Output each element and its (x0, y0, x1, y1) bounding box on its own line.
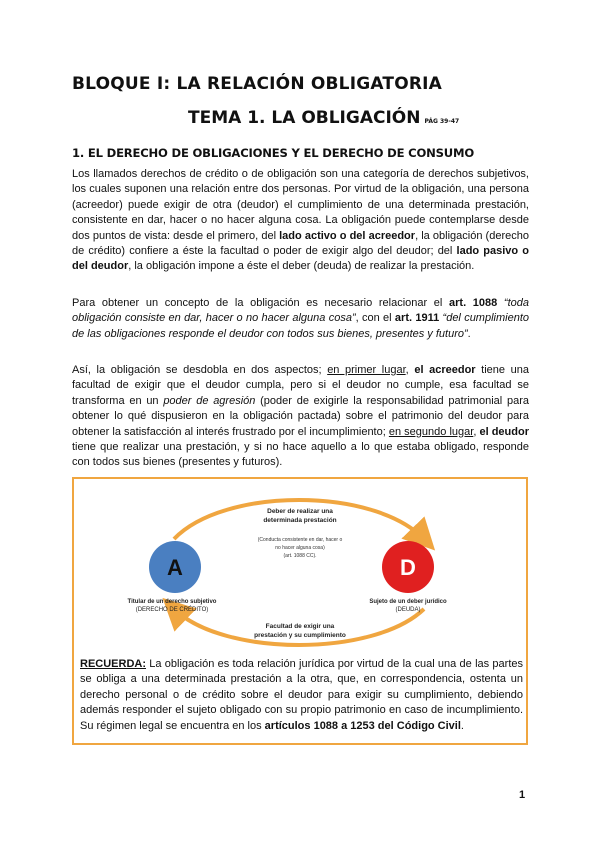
section-heading: 1. EL DERECHO DE OBLIGACIONES Y EL DERECHO DE CONSUMO (72, 146, 474, 160)
debtor-letter: D (400, 555, 416, 580)
p1-text-a: Los llamados derechos de crédito o de obligación son una categoría de derechos subjetivos, los cuales suponen una relación entre dos personas. Por virtud de la obligación, una persona (acreedor) puede exigir de otra (deudor) el cumplimiento de una determinada prestación, consistente en dar, hacer o no hacer alguna cosa. La obligación puede contemplarse desde dos puntos de vista: desde el primero, del (72, 168, 529, 242)
page-number: 1 (519, 789, 526, 801)
note-line-1: (Conducta consistente en dar, hacer o (257, 537, 343, 543)
p3-text-i: , (473, 425, 480, 438)
topic-heading (188, 108, 459, 128)
reminder-label: RECUERDA: (80, 658, 146, 670)
paragraph-2 (72, 296, 529, 342)
duty-label-1: Deber de realizar una (267, 508, 333, 515)
p2-article-1088: art. 1088 (449, 297, 498, 309)
p3-text-g: (poder de exigirle la responsabilidad patrimonial para obtener lo qué dispusieron en la obligación pactada) sobre el patrimonio del deudor para obtener la satisfacción al interés frustrado por el incumplimiento; (72, 394, 529, 438)
p2-quote-1911: “del cumplimiento de las obligaciones responde el deudor con todos sus bienes, presentes y futuro” (72, 312, 529, 340)
obligation-diagram (74, 479, 526, 655)
reminder-paragraph (80, 657, 523, 734)
p3-first-place: en primer lugar (327, 364, 406, 376)
faculty-label-1: Facultad de exigir una (265, 623, 335, 630)
p3-text-c: , (405, 364, 415, 376)
creditor-label-1: Titular de un derecho subjetivo (127, 599, 217, 605)
debtor-label-1: Sujeto de un deber jurídico (369, 599, 447, 605)
p2-text-g: . (467, 327, 471, 340)
reminder-articles: artículos 1088 a 1253 del Código Civil (264, 719, 461, 732)
diagram-box (72, 477, 528, 745)
faculty-label-2: prestación y su cumplimiento (254, 632, 346, 639)
reminder-text-c: . (460, 719, 464, 732)
p1-passive-side: lado pasivo o del deudor (72, 245, 530, 273)
reminder-text-a: La obligación es toda relación jurídica por virtud de la cual una de las partes se obliga a una determinada prestación a la otra, que, en correspondencia, ostenta un derecho personal o de crédito sobre el deudor para exigir su cumplimiento, debiendo además responder el sujeto obligado con su propio patrimonio en caso de incumplimiento. Su régimen legal se encuentra en los (80, 658, 523, 732)
paragraph-1 (72, 167, 529, 275)
p1-text-c: , la obligación (derecho de crédito) confiere a éste la facultad o poder de exigir algo del deudor; del (72, 229, 529, 258)
p2-text-a: Para obtener un concepto de la obligación es necesario relacionar el (72, 297, 450, 309)
p3-text-k: tiene que realizar una prestación, y si no hace aquello a lo que estaba obligado, responde con todos sus bienes (presentes y futuros). (72, 441, 529, 469)
note-line-2: no hacer alguna cosa) (275, 545, 325, 551)
p3-text-a: Así, la obligación se desdobla en dos aspectos; (72, 364, 328, 376)
p3-second-place: en segundo lugar (388, 425, 474, 438)
p1-active-side: lado activo o del acreedor (279, 229, 416, 242)
topic-title: TEMA 1. LA OBLIGACIÓN (188, 108, 421, 128)
p2-text-d: , con el (355, 312, 395, 325)
debtor-label-2: (DEUDA) (395, 607, 421, 613)
p3-debtor: el deudor (479, 425, 529, 438)
p3-creditor: el acreedor (414, 364, 476, 376)
note-line-3: (art. 1088 CC). (283, 553, 317, 559)
p3-text-e: tiene una facultad de exigir que el deudor cumpla, pero si el deudor no cumple, esa facultad se transforma en un (72, 364, 529, 407)
topic-pages: PÁG 39-47 (424, 118, 460, 125)
creditor-letter: A (167, 555, 183, 580)
creditor-label-2: (DERECHO DE CRÉDITO) (135, 607, 209, 613)
p1-text-e: , la obligación impone a éste el deber (deuda) de realizar la prestación. (128, 260, 475, 273)
paragraph-3 (72, 363, 529, 471)
block-heading: BLOQUE I: LA RELACIÓN OBLIGATORIA (72, 74, 443, 94)
p2-article-1911: art. 1911 (394, 312, 440, 325)
p3-aggression-power: poder de agresión (163, 394, 256, 407)
duty-label-2: determinada prestación (263, 517, 337, 524)
p2-quote-1088: “toda obligación consiste en dar, hacer o no hacer alguna cosa” (72, 297, 529, 325)
